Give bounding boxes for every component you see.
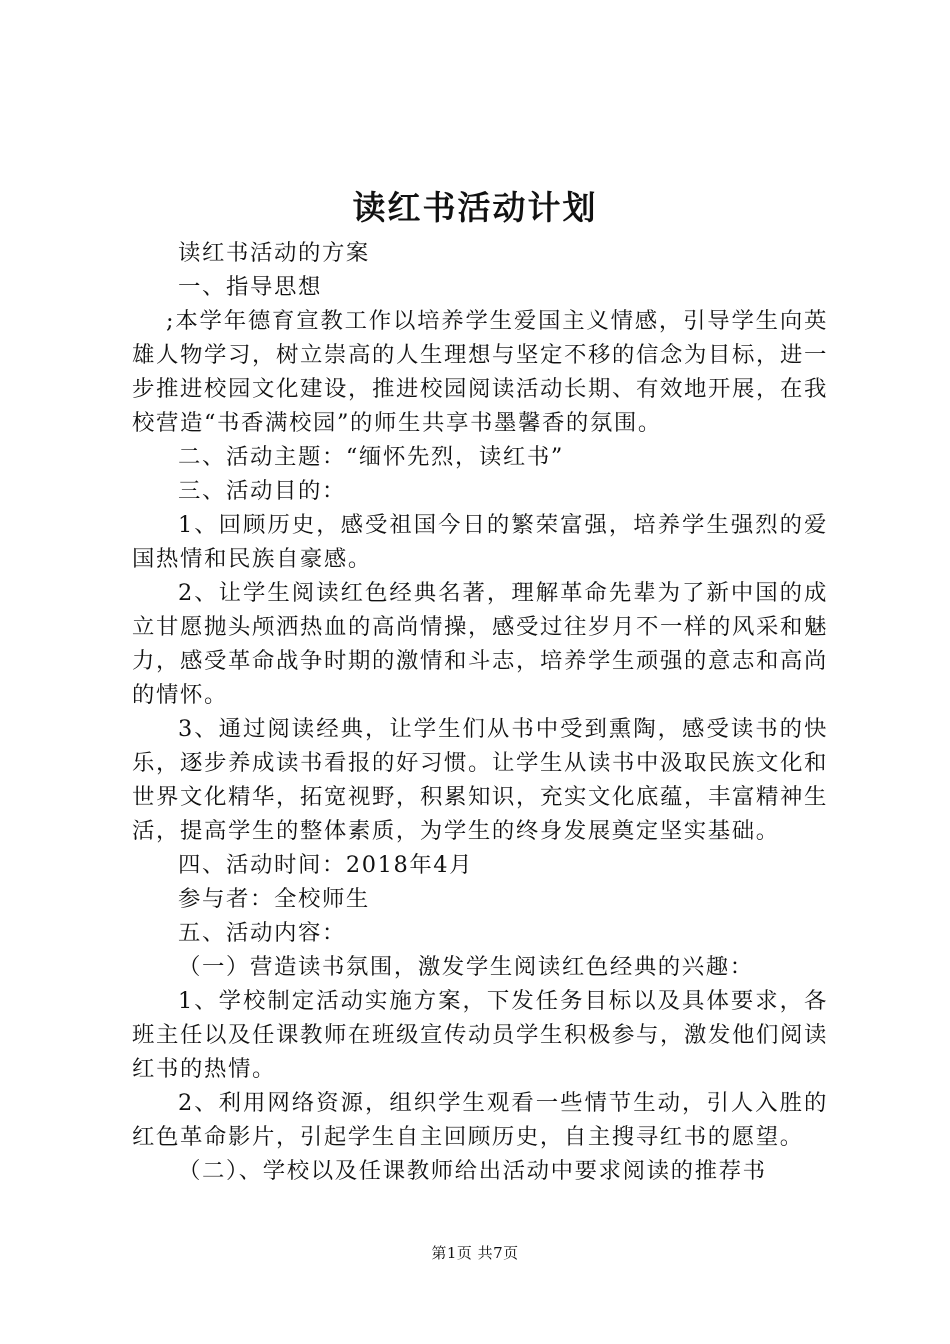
page-number-footer: 第1页 共7页: [431, 1244, 519, 1262]
document-body: [132, 236, 828, 1188]
document-title: 读红书活动计划: [352, 188, 598, 227]
paragraph-guiding-ideology: ;本学年德育宣教工作以培养学生爱国主义情感，引导学生向英雄人物学习，树立崇高的人生理想与坚定不移的信念为目标，进一步推进校园文化建设，推进校园阅读活动长期、有效地开展，在我校营造“书香满校园”的师生共享书墨馨香的氛围。: [132, 308, 828, 436]
section-heading-guiding-ideology: 一、指导思想: [178, 274, 322, 300]
paragraph-purpose-3: 3、通过阅读经典，让学生们从书中受到熏陶，感受读书的快乐，逐步养成读书看报的好习惯。让学生从读书中汲取民族文化和世界文化精华，拓宽视野，积累知识，充实文化底蕴，丰富精神生活，提高学生的整体素质，为学生的终身发展奠定坚实基础。: [132, 716, 828, 844]
paragraph-plan-heading: 读红书活动的方案: [178, 240, 370, 266]
paragraph-purpose-2: 2、让学生阅读红色经典名著，理解革命先辈为了新中国的成立甘愿抛头颅洒热血的高尚情操，感受过往岁月不一样的风采和魅力，感受革命战争时期的激情和斗志，培养学生顽强的意志和高尚的情怀。: [132, 580, 828, 708]
paragraph-content-1: 1、学校制定活动实施方案，下发任务目标以及具体要求，各班主任以及任课教师在班级宣传动员学生积极参与，激发他们阅读红书的热情。: [132, 988, 828, 1082]
section-heading-theme: 二、活动主题：“缅怀先烈，读红书”: [178, 444, 564, 470]
subheading-reading-atmosphere: （一）营造读书氛围，激发学生阅读红色经典的兴趣：: [178, 954, 754, 980]
paragraph-content-2: 2、利用网络资源，组织学生观看一些情节生动，引人入胜的红色革命影片，引起学生自主回顾历史，自主搜寻红书的愿望。: [132, 1090, 828, 1150]
section-heading-purpose: 三、活动目的：: [178, 478, 346, 504]
paragraph-purpose-1: 1、回顾历史，感受祖国今日的繁荣富强，培养学生强烈的爱国热情和民族自豪感。: [132, 512, 828, 572]
paragraph-participants: 参与者：全校师生: [178, 886, 370, 912]
section-heading-content: 五、活动内容：: [178, 920, 346, 946]
subheading-recommended-books: （二）、学校以及任课教师给出活动中要求阅读的推荐书: [178, 1158, 767, 1184]
section-heading-time: 四、活动时间：2018年4月: [178, 852, 474, 878]
